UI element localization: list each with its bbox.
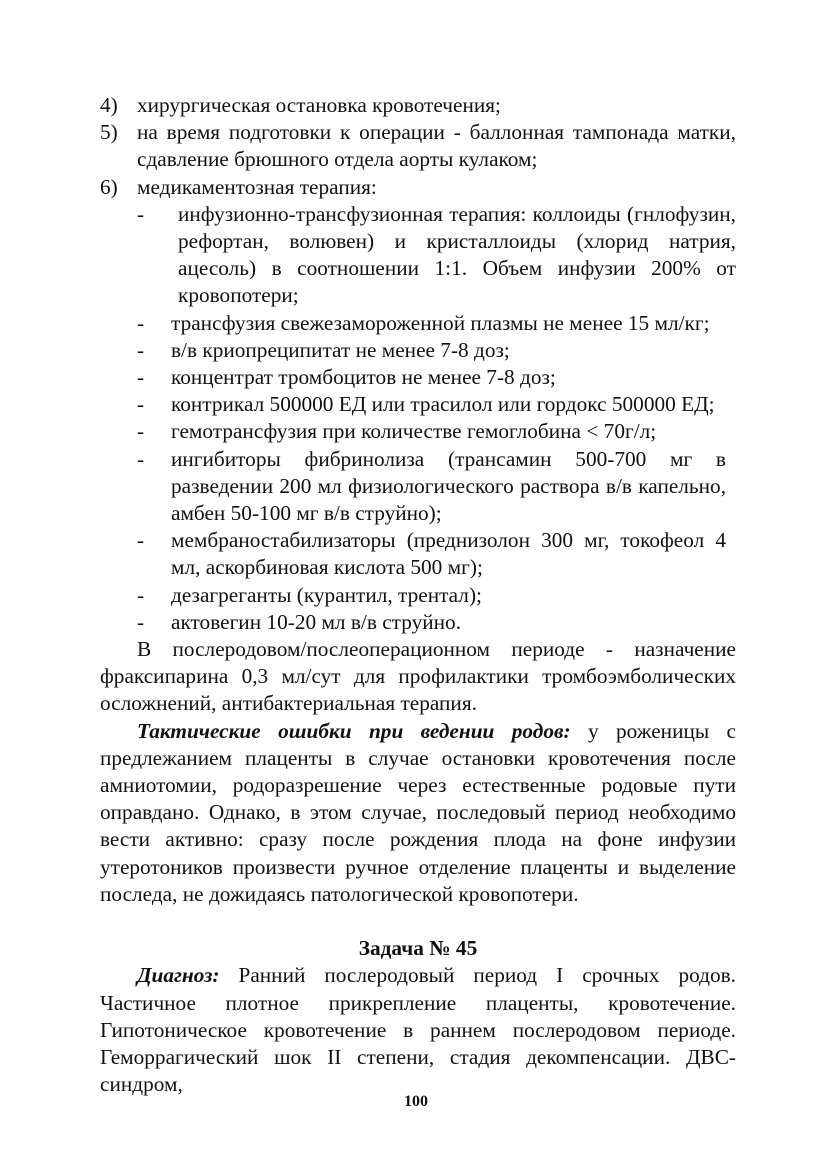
sublist-item xyxy=(137,582,736,609)
numbered-item xyxy=(100,119,736,173)
item-number: 6) xyxy=(100,174,118,199)
sublist-item xyxy=(137,609,736,636)
dash-marker: - xyxy=(137,446,145,471)
sublist-item-text: дезагреганты (курантил, трентал); xyxy=(171,582,482,607)
sublist-item-text: концентрат тромбоцитов не менее 7-8 доз; xyxy=(171,365,556,390)
item-number: 4) xyxy=(100,93,118,117)
dash-marker: - xyxy=(137,609,145,634)
sublist-item-text: инфузионно-трансфузионная терапия: коллоиды (гнлофузин, рефортан, волювен) и кристаллоиды (хлорид натрия, ацесоль) в соотношении 1:1. Объем инфузии 200% от кровопотери; xyxy=(178,201,736,308)
sublist-item xyxy=(137,310,736,337)
sublist-item-text: гемотрансфузия при количестве гемоглобина < 70г/л; xyxy=(171,419,657,444)
item-number: 5) xyxy=(100,120,118,145)
sublist-item xyxy=(137,527,736,581)
dash-marker: - xyxy=(137,310,145,335)
sublist-item xyxy=(137,391,736,418)
sublist-item-text: мембраностабилизаторы (преднизолон 300 мг, токофеол 4 мл, аскорбиновая кислота 500 мг); xyxy=(171,528,726,580)
dash-marker: - xyxy=(137,419,145,444)
document-page xyxy=(100,92,736,1098)
tactical-errors-lead: Тактические ошибки при ведении родов: xyxy=(137,718,571,743)
numbered-item xyxy=(100,174,736,201)
dash-marker: - xyxy=(137,365,145,390)
tactical-errors-paragraph xyxy=(100,718,736,908)
sublist-item xyxy=(137,364,736,391)
sublist-item xyxy=(137,201,736,310)
task-title: Задача № 45 xyxy=(358,936,478,961)
sublist-item-text: контрикал 500000 ЕД или трасилол или гордокс 500000 ЕД; xyxy=(171,392,715,417)
sublist-item xyxy=(137,418,736,445)
item-text: на время подготовки к операции - баллонная тампонада матки, сдавление брюшного отдела аорты кулаком; xyxy=(137,120,736,172)
item-text: медикаментозная терапия: xyxy=(137,174,377,199)
postop-paragraph: В послеродовом/послеоперационном периоде - назначение фраксипарина 0,3 мл/сут для профилактики тромбоэмболических осложнений, антибактериальная терапия. xyxy=(100,637,736,716)
numbered-item xyxy=(100,92,736,119)
dash-marker: - xyxy=(137,337,145,362)
page-number: 100 xyxy=(404,1093,428,1110)
therapy-sublist xyxy=(137,201,736,636)
diagnosis-paragraph xyxy=(100,962,736,1098)
sublist-item xyxy=(137,446,736,528)
dash-marker: - xyxy=(137,201,145,226)
diagnosis-lead: Диагноз: xyxy=(137,963,220,988)
diagnosis-text: Ранний послеродовый период I срочных родов. Частичное плотное прикрепление плаценты, кровотечение. Гипотоническое кровотечение в раннем послеродовом периоде. Геморрагический шок II степени, стадия декомпенсации. ДВС-синдром, xyxy=(100,963,736,1097)
dash-marker: - xyxy=(137,582,145,607)
sublist-item-text: трансфузия свежезамороженной плазмы не менее 15 мл/кг; xyxy=(171,310,710,335)
dash-marker: - xyxy=(137,528,145,553)
tactical-errors-text: у роженицы с предлежанием плаценты в случае остановки кровотечения после амниотомии, родоразрешение через естественные родовые пути оправдано. Однако, в этом случае, последовый период необходимо вести активно: сразу после рождения плода на фоне инфузии утеротоников произвести ручное отделение плаценты и выделение последа, не дожидаясь патологической кровопотери. xyxy=(100,718,736,906)
dash-marker: - xyxy=(137,392,145,417)
item-text: хирургическая остановка кровотечения; xyxy=(137,93,501,117)
sublist-item-text: в/в криопреципитат не менее 7-8 доз; xyxy=(171,337,510,362)
sublist-item-text: актовегин 10-20 мл в/в струйно. xyxy=(171,609,462,634)
sublist-item-text: ингибиторы фибринолиза (трансамин 500-700 мг в разведении 200 мл физиологического раствора в/в капельно, амбен 50-100 мг в/в струйно); xyxy=(171,446,726,526)
sublist-item xyxy=(137,337,736,364)
